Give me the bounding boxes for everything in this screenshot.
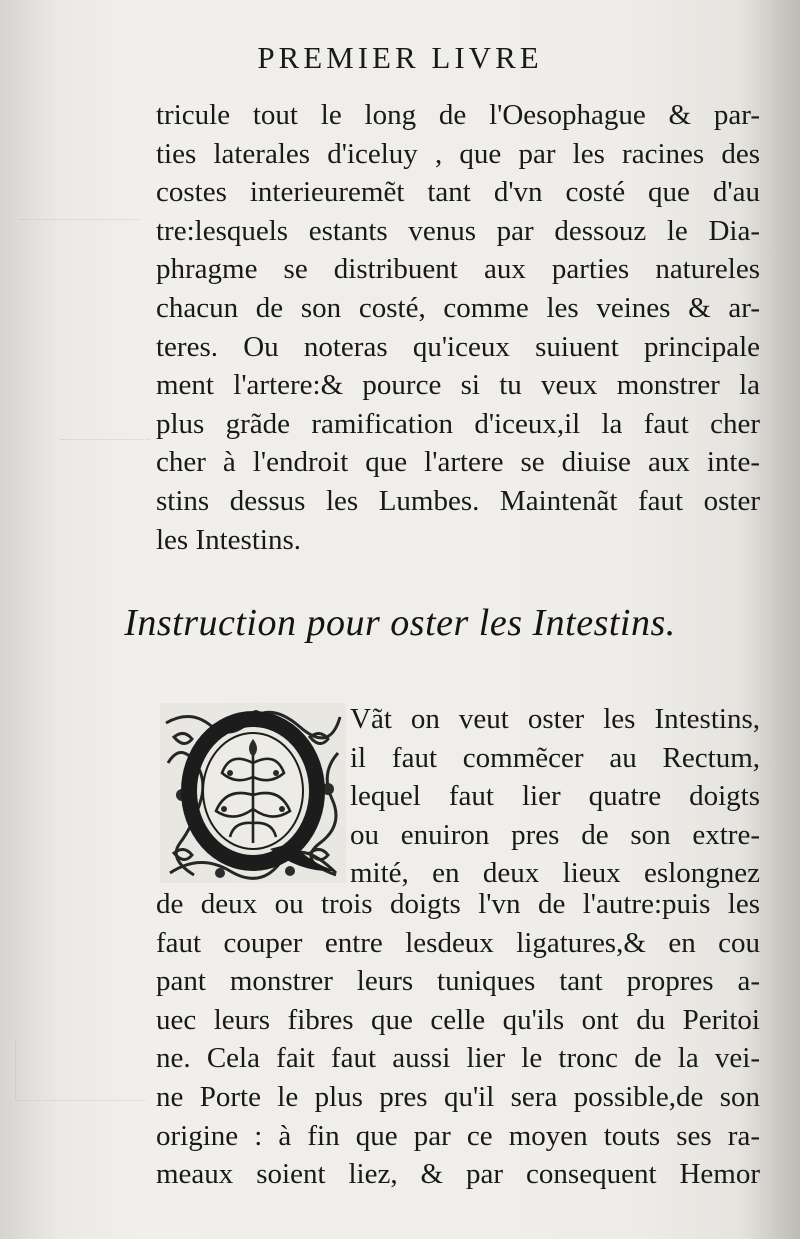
- text-line: stins dessus les Lumbes. Maintenãt faut oster: [156, 484, 760, 517]
- text-line: phragme se distribuent aux parties natureles: [156, 253, 760, 286]
- drop-cap-ornament: [160, 703, 346, 883]
- text-line: lequel faut lier quatre doigts: [350, 780, 760, 813]
- text-line: tre:lesquels estants venus par dessouz le Dia-: [156, 214, 760, 247]
- text-line: tricule tout le long de l'Oesophague & par-: [156, 99, 760, 131]
- bleed-through-mark: [15, 1040, 146, 1101]
- text-line: ne. Cela fait faut aussi lier le tronc de la vei-: [156, 1042, 760, 1075]
- text-line: uec leurs fibres que celle qu'ils ont du Peritoi: [156, 1003, 760, 1036]
- text-line: chacun de son costé, comme les veines & ar-: [156, 291, 760, 324]
- text-line: de deux ou trois doigts l'vn de l'autre:puis les: [156, 888, 760, 920]
- text-line: ment l'artere:& pource si tu veux monstrer la: [156, 369, 760, 402]
- text-line: teres. Ou noteras qu'iceux suiuent principale: [156, 330, 760, 363]
- paragraph-anatomy-nerves: [156, 96, 760, 559]
- text-line: meaux soient liez, & par consequent Hemor: [156, 1158, 760, 1191]
- section-title: Instruction pour oster les Intestins.: [124, 602, 676, 644]
- text-line: cher à l'endroit que l'artere se diuise aux inte-: [156, 446, 760, 479]
- text-line: ties laterales d'iceluy , que par les racines des: [156, 137, 760, 170]
- text-line: costes interieuremẽt tant d'vn costé que d'au: [156, 176, 760, 209]
- text-line: origine : à fin que par ce moyen touts ses ra-: [156, 1119, 760, 1152]
- text-line: mité, en deux lieux eslongnez: [350, 857, 760, 890]
- text-line: faut couper entre lesdeux ligatures,& en cou: [156, 926, 760, 959]
- bleed-through-mark: [60, 425, 150, 440]
- text-line: il faut commẽcer au Rectum,: [350, 741, 760, 774]
- paragraph-intestines-indented: [350, 700, 760, 893]
- text-line: les Intestins.: [156, 523, 301, 556]
- text-line: ou enuiron pres de son extre-: [350, 818, 760, 851]
- text-line: pant monstrer leurs tuniques tant propres a-: [156, 965, 760, 998]
- text-line: ne Porte le plus pres qu'il sera possible,de son: [156, 1080, 760, 1113]
- paragraph-intestines-continued: [156, 885, 760, 1194]
- bleed-through-mark: [20, 205, 140, 220]
- text-line: plus grãde ramification d'iceux,il la faut cher: [156, 407, 760, 440]
- text-line: Vãt on veut oster les Intestins,: [350, 703, 760, 735]
- running-head: PREMIER LIVRE: [257, 40, 543, 75]
